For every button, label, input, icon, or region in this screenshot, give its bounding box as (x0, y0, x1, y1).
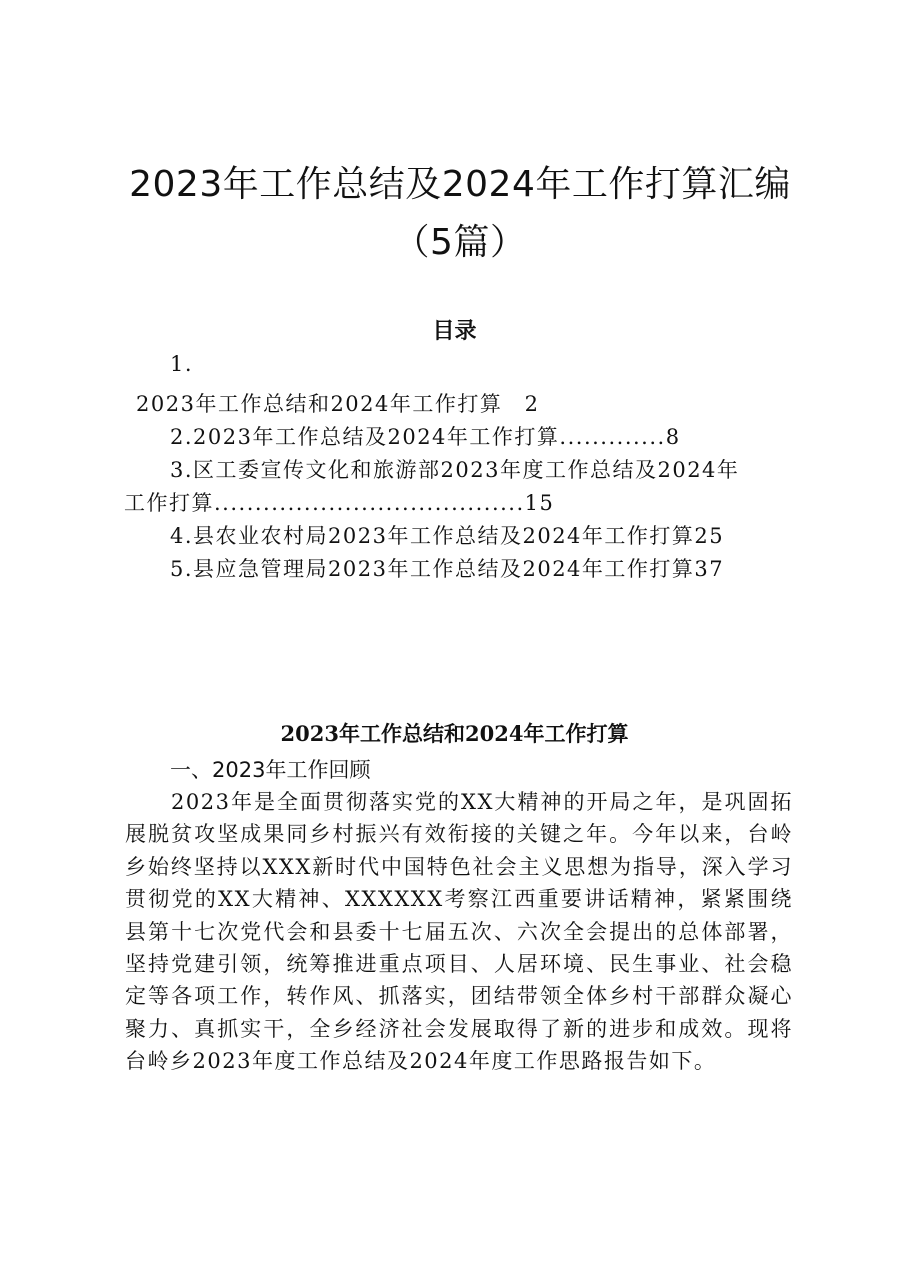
toc-entry-3-continued[interactable]: 工作打算......................................15 (124, 491, 555, 515)
toc-entry-1[interactable] (136, 388, 539, 418)
toc-entry-4[interactable]: 4.县农业农村局2023年工作总结及2024年工作打算25 (170, 524, 725, 548)
section-title: 2023年工作总结和2024年工作打算 (280, 721, 629, 746)
toc-entry-1-text: 2023年工作总结和2024年工作打算 (136, 392, 503, 416)
toc-entry-3[interactable]: 3.区工委宣传文化和旅游部2023年度工作总结及2024年 (170, 458, 740, 482)
toc-entry-1-page: 2 (524, 392, 540, 416)
document-title: 2023年工作总结及2024年工作打算汇编（5篇） (129, 164, 791, 263)
toc-entry-2[interactable]: 2.2023年工作总结及2024年工作打算.............8 (170, 425, 681, 449)
body-paragraph: 2023年是全面贯彻落实党的XX大精神的开局之年，是巩固拓展脱贫攻坚成果同乡村振兴有效衔接的关键之年。今年以来，台岭乡始终坚持以XXX新时代中国特色社会主义思想为指导，深入学习贯彻党的XX大精神、XXXXXX考察江西重要讲话精神，紧紧围绕县第十七次党代会和县委十七届五次、六次全会提出的总体部署，坚持党建引领，统筹推进重点项目、人居环境、民生事业、社会稳定等各项工作，转作风、抓落实，团结带领全体乡村干部群众凝心聚力、真抓实干，全乡经济社会发展取得了新的进步和成效。现将台岭乡2023年度工作总结及2024年度工作思路报告如下。 (125, 790, 793, 1074)
subheading: 一、2023年工作回顾 (170, 758, 371, 782)
toc-entry-1-number: 1. (170, 352, 194, 376)
toc-entry-5[interactable]: 5.县应急管理局2023年工作总结及2024年工作打算37 (170, 557, 725, 581)
toc-heading: 目录 (432, 319, 477, 344)
